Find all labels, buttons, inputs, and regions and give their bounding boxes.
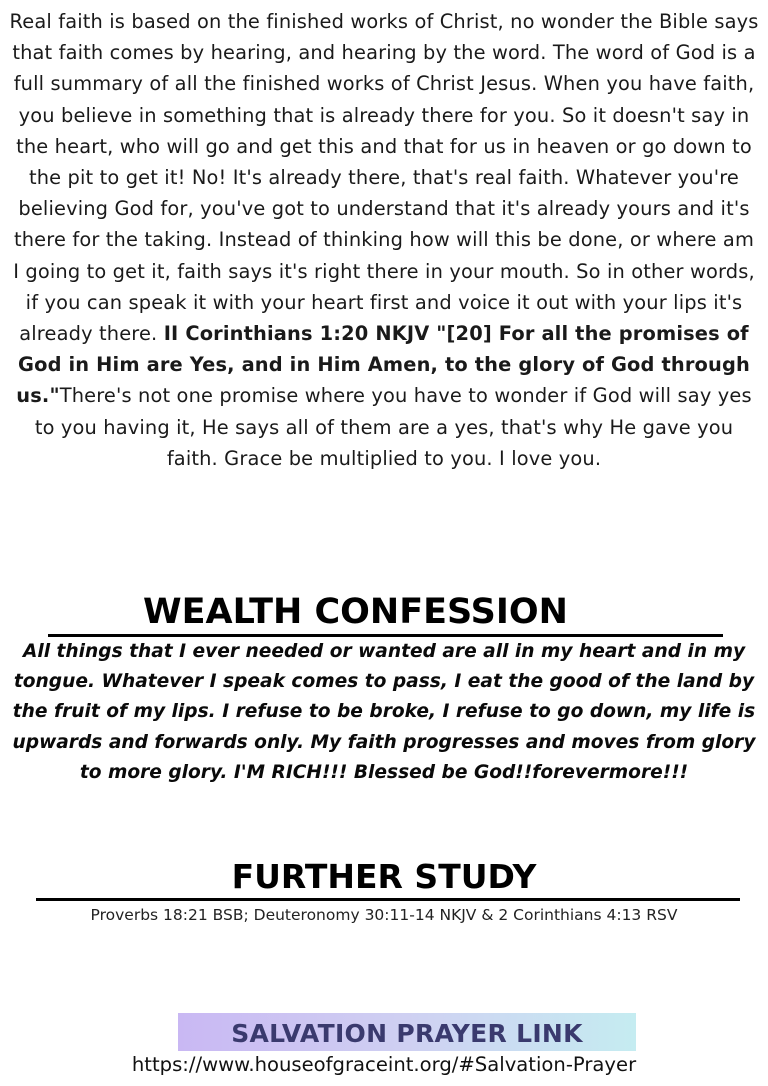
salvation-prayer-link[interactable]: https://www.houseofgraceint.org/#Salvation-Prayer xyxy=(131,1053,637,1076)
further-study-heading: FURTHER STUDY xyxy=(36,856,740,901)
scripture-quote: II Corinthians 1:20 NKJV "[20] For all the promises of God in Him are Yes, and in Him Amen, to the glory of God through us." xyxy=(16,322,750,408)
further-study-references: Proverbs 18:21 BSB; Deuteronomy 30:11-14 NKJV & 2 Corinthians 4:13 RSV xyxy=(90,906,678,924)
intro-text-before: Real faith is based on the finished works of Christ, no wonder the Bible says that faith comes by hearing, and hearing by the word. The word of God is a full summary of all the finished works of Christ Jesus. When you have faith, you believe in something that is already there for you. So it doesn't say in the heart, who will go and get this and that for us in heaven or go down to the pit to get it! No! It's already there, that's real faith. Whatever you're believing God for, you've got to understand that it's already yours and it's there for the taking. Instead of thinking how will this be done, or where am I going to get it, faith says it's right there in your mouth. So in other words, if you can speak it with your heart first and voice it out with your lips it's already there. xyxy=(9,10,759,346)
salvation-prayer-banner: SALVATION PRAYER LINK xyxy=(178,1013,636,1051)
intro-text-after: There's not one promise where you have to wonder if God will say yes to you having it, He says all of them are a yes, that's why He gave you faith. Grace be multiplied to you. I love you. xyxy=(34,384,752,470)
intro-paragraph xyxy=(8,6,760,474)
wealth-confession-heading: WEALTH CONFESSION xyxy=(48,590,723,637)
wealth-confession-text: All things that I ever needed or wanted are all in my heart and in my tongue. Whatever I speak comes to pass, I eat the good of the land by the fruit of my lips. I refuse to be broke, I refuse to go down, my life is upwards and forwards only. My faith progresses and moves from glory to more glory. I'M RICH!!! Blessed be God!!forevermore!!! xyxy=(12,641,756,783)
